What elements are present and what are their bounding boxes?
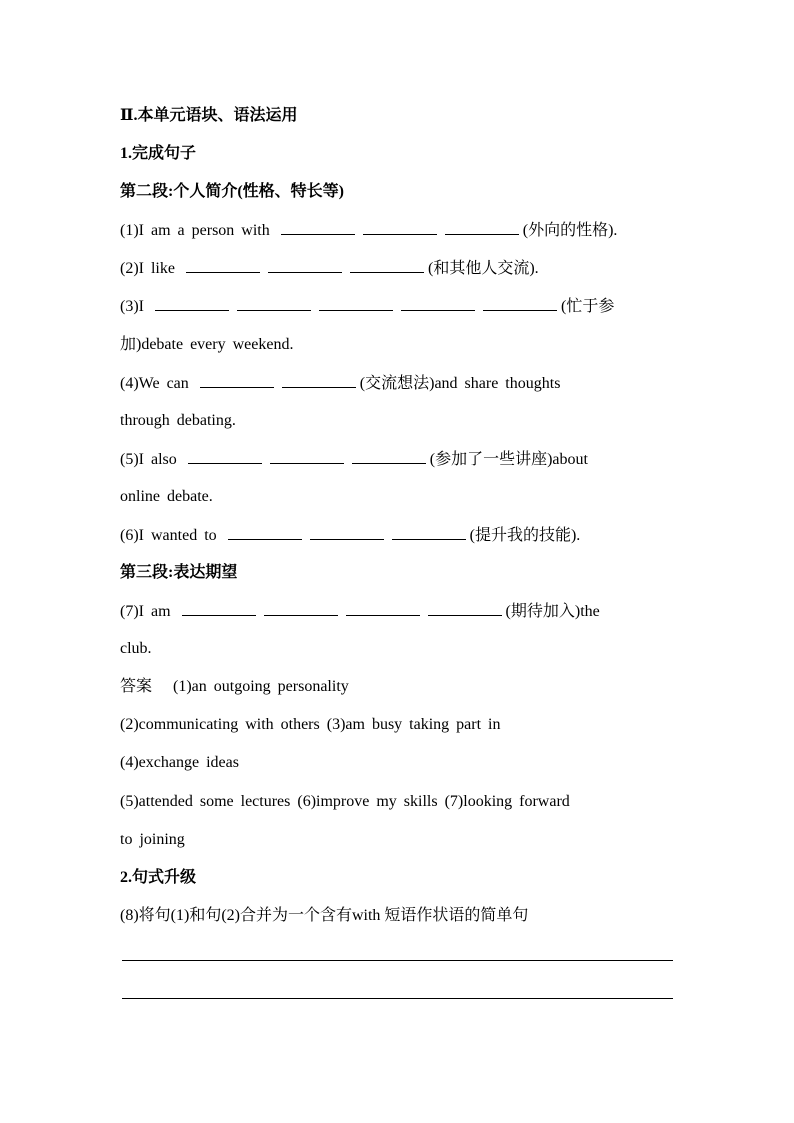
q3-blank-4[interactable] [401, 296, 475, 311]
question-5-continued: online debate. [120, 488, 213, 505]
question-7-continued: club. [120, 640, 152, 657]
answers-line-5: to joining [120, 831, 185, 848]
q2-blank-2[interactable] [268, 258, 342, 273]
q3-blank-5[interactable] [483, 296, 557, 311]
question-8: (8)将句(1)和句(2)合并为一个含有with 短语作状语的简单句 [120, 907, 529, 924]
question-1 [120, 220, 680, 241]
q6-text: (6)I wanted to [120, 527, 217, 544]
q5-blank-1[interactable] [188, 449, 262, 464]
q7-blank-4[interactable] [428, 601, 502, 616]
answers-label: 答案 [120, 678, 153, 695]
q4-blank-2[interactable] [282, 373, 356, 388]
q5-blank-2[interactable] [270, 449, 344, 464]
q6-hint: (提升我的技能). [469, 527, 581, 544]
q5-text: (5)I also [120, 451, 177, 468]
q2-blank-1[interactable] [186, 258, 260, 273]
q7-blank-2[interactable] [264, 601, 338, 616]
q2-hint: (和其他人交流). [427, 260, 539, 277]
section-title: Ⅱ.本单元语块、语法运用 [120, 107, 298, 124]
q7-blank-1[interactable] [182, 601, 256, 616]
q3-blank-2[interactable] [237, 296, 311, 311]
answers-line-4: (5)attended some lectures (6)improve my skills (7)looking forward [120, 793, 570, 810]
answers-line-1 [120, 677, 680, 697]
q5-blank-3[interactable] [352, 449, 426, 464]
question-3-continued: 加)debate every weekend. [120, 336, 294, 353]
question-5 [120, 449, 680, 470]
q4-blank-1[interactable] [200, 373, 274, 388]
q7-blank-3[interactable] [346, 601, 420, 616]
answers-line-3: (4)exchange ideas [120, 754, 239, 771]
q7-hint: (期待加入)the [505, 603, 600, 620]
question-4 [120, 373, 680, 394]
q2-blank-3[interactable] [350, 258, 424, 273]
q1-text: (1)I am a person with [120, 222, 270, 239]
part1-heading: 1.完成句子 [120, 145, 197, 162]
part2-heading: 2.句式升级 [120, 869, 197, 886]
q3-hint: (忙于参 [560, 298, 615, 315]
answers-line-2: (2)communicating with others (3)am busy taking part in [120, 716, 501, 733]
q3-blank-3[interactable] [319, 296, 393, 311]
question-6 [120, 525, 680, 546]
q4-text: (4)We can [120, 375, 189, 392]
q1-blank-2[interactable] [363, 220, 437, 235]
q5-hint: (参加了一些讲座)about [429, 451, 588, 468]
q1-hint: (外向的性格). [522, 222, 618, 239]
q3-text: (3)I [120, 298, 144, 315]
q3-blank-1[interactable] [155, 296, 229, 311]
q6-blank-1[interactable] [228, 525, 302, 540]
q1-blank-3[interactable] [445, 220, 519, 235]
q6-blank-3[interactable] [392, 525, 466, 540]
answer-1: (1)an outgoing personality [173, 678, 349, 695]
q2-text: (2)I like [120, 260, 175, 277]
paragraph3-heading: 第三段:表达期望 [120, 564, 238, 581]
q6-blank-2[interactable] [310, 525, 384, 540]
question-4-continued: through debating. [120, 412, 236, 429]
q1-blank-1[interactable] [281, 220, 355, 235]
answer-line-2[interactable] [122, 998, 673, 999]
q4-hint: (交流想法)and share thoughts [359, 375, 561, 392]
question-7 [120, 601, 680, 622]
question-2 [120, 258, 680, 279]
paragraph2-heading: 第二段:个人简介(性格、特长等) [120, 183, 344, 200]
question-3 [120, 296, 680, 317]
q7-text: (7)I am [120, 603, 171, 620]
answer-line-1[interactable] [122, 960, 673, 961]
